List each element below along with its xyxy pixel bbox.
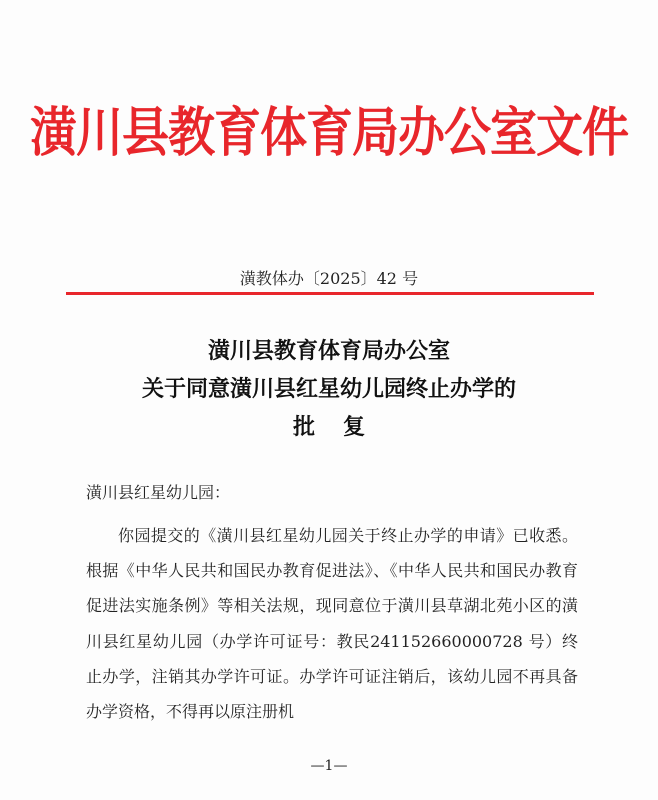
document-title-line-2: 关于同意潢川县红星幼儿园终止办学的 xyxy=(141,376,516,402)
body-paragraph: 你园提交的《潢川县红星幼儿园关于终止办学的申请》已收悉。根据《中华人民共和国民办教育促进法》、《中华人民共和国民办教育促进法实施条例》等相关法规，现同意位于潢川县草湖北苑小区的潢川县红星幼儿园（办学许可证号：教民241152660000728 号）终止办学，注销其办学许可证。办学许可证注销后，该幼儿园不再具备办学资格，不得再以原注册机 xyxy=(86,526,578,722)
addressee: 潢川县红星幼儿园： xyxy=(86,483,231,502)
red-divider-line xyxy=(66,292,594,295)
document-number: 潢教体办〔2025〕42 号 xyxy=(239,269,419,288)
document-title-line-3: 批复 xyxy=(292,414,393,440)
document-title-line-1: 潢川县教育体育局办公室 xyxy=(207,338,450,364)
page-number: —1— xyxy=(310,758,348,774)
issuing-office-header: 潢川县教育体育局办公室文件 xyxy=(30,102,628,164)
